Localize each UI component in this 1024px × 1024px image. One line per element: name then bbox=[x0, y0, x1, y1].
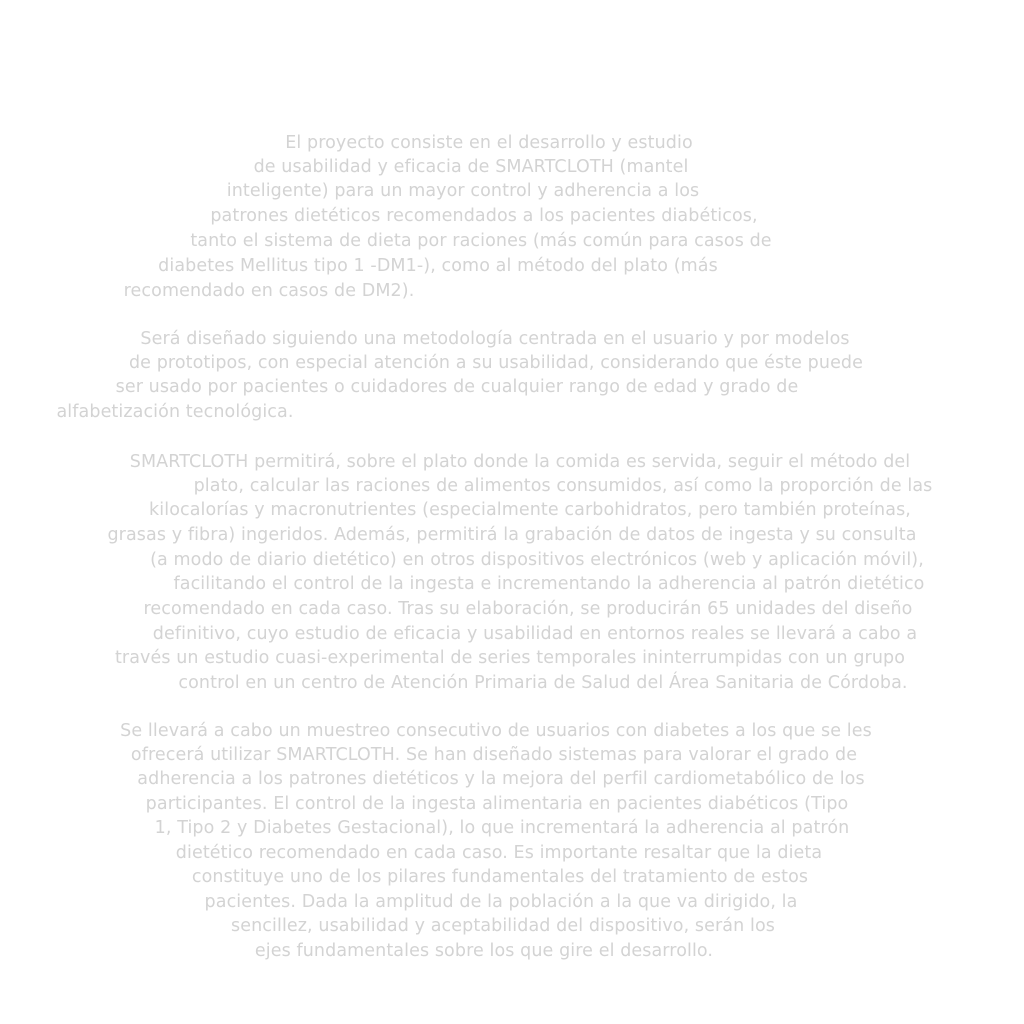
paragraph-line: definitivo, cuyo estudio de eficacia y usabilidad en entornos reales se llevará a cabo a bbox=[152, 624, 918, 644]
paragraph-line: tanto el sistema de dieta por raciones (más común para casos de bbox=[190, 231, 772, 251]
paragraph-line: dietético recomendado en cada caso. Es importante resaltar que la dieta bbox=[175, 843, 823, 863]
paragraph-line: ser usado por pacientes o cuidadores de cualquier rango de edad y grado de bbox=[115, 377, 799, 397]
paragraph-line: alfabetización tecnológica. bbox=[56, 402, 294, 422]
paragraph-line: ofrecerá utilizar SMARTCLOTH. Se han diseñado sistemas para valorar el grado de bbox=[130, 745, 858, 765]
paragraph-line: de usabilidad y eficacia de SMARTCLOTH (mantel bbox=[253, 157, 689, 177]
paragraph-line: sencillez, usabilidad y aceptabilidad del dispositivo, serán los bbox=[231, 916, 775, 936]
paragraph-line: diabetes Mellitus tipo 1 -DM1-), como al método del plato (más bbox=[158, 256, 718, 276]
paragraph-line: grasas y fibra) ingeridos. Además, permitirá la grabación de datos de ingesta y su consulta bbox=[107, 525, 917, 545]
paragraph-line: recomendado en casos de DM2). bbox=[123, 281, 415, 301]
paragraph-line: inteligente) para un mayor control y adherencia a los bbox=[226, 181, 700, 201]
paragraph-line: pacientes. Dada la amplitud de la población a la que va dirigido, la bbox=[204, 892, 798, 912]
paragraph-line: kilocalorías y macronutrientes (especialmente carbohidratos, pero también proteínas, bbox=[149, 500, 911, 520]
paragraph-line: (a modo de diario dietético) en otros dispositivos electrónicos (web y aplicación móvil), bbox=[150, 550, 924, 570]
paragraph-line: participantes. El control de la ingesta alimentaria en pacientes diabéticos (Tipo bbox=[145, 794, 849, 814]
paragraph-line: constituye uno de los pilares fundamentales del tratamiento de estos bbox=[191, 867, 809, 887]
paragraph-line: control en un centro de Atención Primaria de Salud del Área Sanitaria de Córdoba. bbox=[178, 673, 908, 693]
paragraph-line: ejes fundamentales sobre los que gire el desarrollo. bbox=[254, 941, 714, 961]
paragraph-line: patrones dietéticos recomendados a los pacientes diabéticos, bbox=[210, 206, 758, 226]
paragraph-line: El proyecto consiste en el desarrollo y estudio bbox=[285, 133, 693, 153]
paragraph-line: SMARTCLOTH permitirá, sobre el plato donde la comida es servida, seguir el método del bbox=[129, 452, 911, 472]
paragraph-line: Será diseñado siguiendo una metodología centrada en el usuario y por modelos bbox=[140, 329, 850, 349]
paragraph-line: adherencia a los patrones dietéticos y la mejora del perfil cardiometabólico de los bbox=[137, 769, 865, 789]
paragraph-line: través un estudio cuasi-experimental de series temporales ininterrumpidas con un grupo bbox=[114, 648, 906, 668]
paragraph-line: plato, calcular las raciones de alimentos consumidos, así como la proporción de las bbox=[193, 476, 933, 496]
paragraph-line: 1, Tipo 2 y Diabetes Gestacional), lo que incrementará la adherencia al patrón bbox=[154, 818, 850, 838]
paragraph-line: de prototipos, con especial atención a su usabilidad, considerando que éste puede bbox=[128, 353, 864, 373]
paragraph-line: recomendado en cada caso. Tras su elaboración, se producirán 65 unidades del diseño bbox=[143, 599, 913, 619]
paragraph-line: facilitando el control de la ingesta e incrementando la adherencia al patrón dietético bbox=[173, 574, 925, 594]
paragraph-line: Se llevará a cabo un muestreo consecutivo de usuarios con diabetes a los que se les bbox=[120, 721, 872, 741]
